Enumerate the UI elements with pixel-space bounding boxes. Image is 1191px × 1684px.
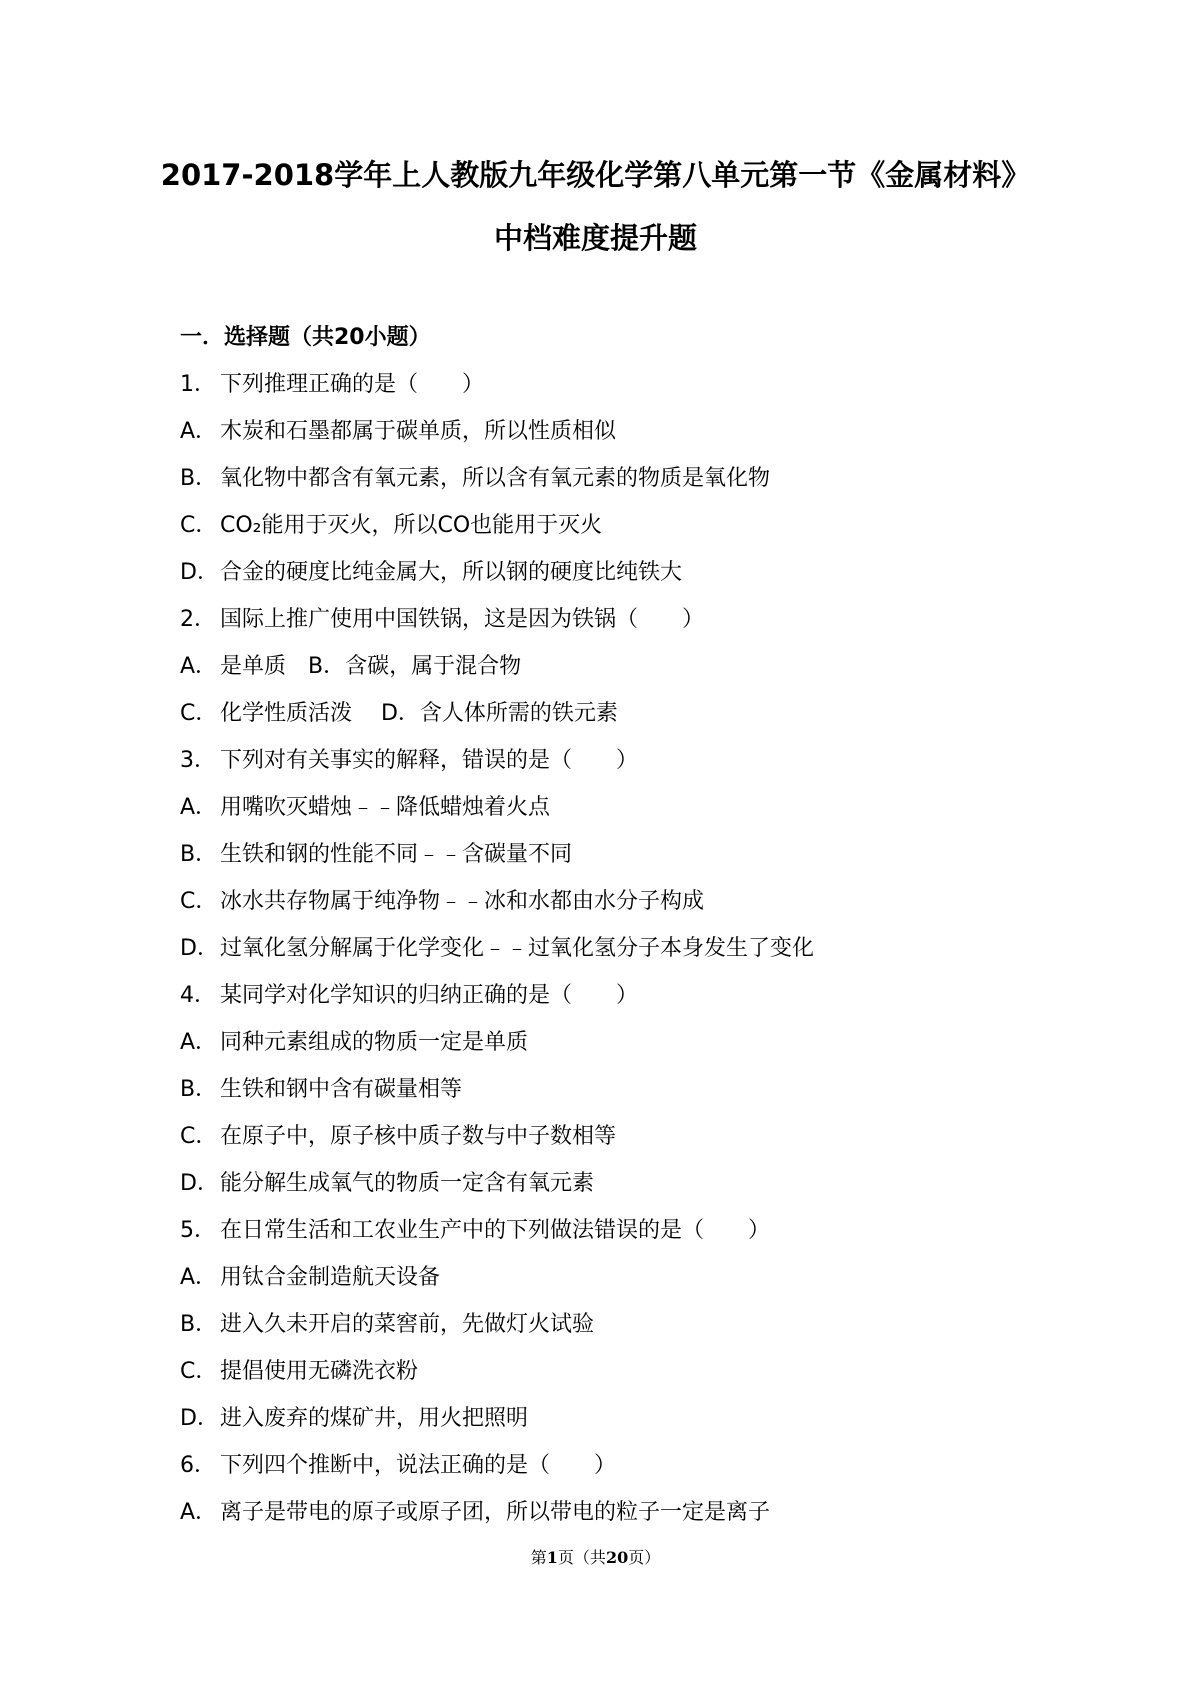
- line-text: 国际上推广使用中国铁锅，这是因为铁锅（ ）: [220, 607, 705, 632]
- line-text: 下列四个推断中，说法正确的是（ ）: [220, 1453, 617, 1478]
- line-text: 下列对有关事实的解释，错误的是（ ）: [220, 748, 639, 773]
- footer-page-number: 1: [546, 1548, 558, 1567]
- answer-option: [180, 417, 1080, 464]
- footer-suffix: 页）: [628, 1548, 661, 1567]
- line-label: D．: [180, 560, 219, 585]
- line-text: 在原子中，原子核中质子数与中子数相等: [220, 1124, 617, 1149]
- line-label: 1．: [180, 372, 216, 397]
- line-label: 3．: [180, 748, 216, 773]
- answer-option: [180, 699, 1080, 746]
- line-text: 氧化物中都含有氧元素，所以含有氧元素的物质是氧化物: [220, 466, 771, 491]
- answer-option: [180, 1357, 1080, 1404]
- answer-option: [180, 558, 1080, 605]
- footer-total-pages: 20: [605, 1548, 629, 1567]
- line-label: B．: [180, 1077, 218, 1102]
- answer-option: [180, 511, 1080, 558]
- footer-prefix: 第: [530, 1548, 547, 1567]
- question-stem: [180, 1216, 1080, 1263]
- answer-option: [180, 887, 1080, 934]
- line-label: 6．: [180, 1453, 216, 1478]
- line-label: D．: [180, 936, 219, 961]
- line-text: 某同学对化学知识的归纳正确的是（ ）: [220, 983, 639, 1008]
- line-text: 同种元素组成的物质一定是单质: [220, 1030, 529, 1055]
- line-text: 下列推理正确的是（ ）: [220, 372, 485, 397]
- line-label: 2．: [180, 607, 216, 632]
- line-label: D．: [180, 1406, 219, 1431]
- answer-option: [180, 793, 1080, 840]
- question-stem: [180, 981, 1080, 1028]
- line-text: 是单质 B．含碳，属于混合物: [220, 654, 522, 679]
- line-text: 生铁和钢中含有碳量相等: [220, 1077, 463, 1102]
- line-label: B．: [180, 1312, 218, 1337]
- line-text: 冰水共存物属于纯净物﹣﹣冰和水都由水分子构成: [220, 889, 705, 914]
- line-text: 进入废弃的煤矿井，用火把照明: [220, 1406, 529, 1431]
- line-label: C．: [180, 1124, 218, 1149]
- line-text: CO₂能用于灭火，所以CO也能用于灭火: [220, 513, 603, 538]
- line-text: 用钛合金制造航天设备: [220, 1265, 441, 1290]
- answer-option: [180, 464, 1080, 511]
- line-label: B．: [180, 466, 218, 491]
- answer-option: [180, 1169, 1080, 1216]
- question-stem: [180, 370, 1080, 417]
- answer-option: [180, 840, 1080, 887]
- line-label: C．: [180, 1359, 218, 1384]
- question-stem: [180, 605, 1080, 652]
- line-label: C．: [180, 701, 218, 726]
- line-text: 合金的硬度比纯金属大，所以钢的硬度比纯铁大: [220, 560, 683, 585]
- answer-option: [180, 1498, 1080, 1545]
- line-text: 木炭和石墨都属于碳单质，所以性质相似: [220, 419, 617, 444]
- answer-option: [180, 1122, 1080, 1169]
- line-label: D．: [180, 1171, 219, 1196]
- line-label: A．: [180, 654, 218, 679]
- line-label: C．: [180, 513, 218, 538]
- answer-option: [180, 1310, 1080, 1357]
- question-list: [180, 370, 1080, 1545]
- document-title-line-2: 中档难度提升题: [493, 221, 697, 255]
- line-text: 能分解生成氧气的物质一定含有氧元素: [220, 1171, 595, 1196]
- section-heading: 一．选择题（共20小题）: [180, 325, 431, 350]
- question-stem: [180, 1451, 1080, 1498]
- answer-option: [180, 934, 1080, 981]
- line-text: 离子是带电的原子或原子团，所以带电的粒子一定是离子: [220, 1500, 771, 1525]
- footer-middle: 页（共: [557, 1548, 606, 1567]
- page-footer: [0, 1547, 1191, 1569]
- line-label: C．: [180, 889, 218, 914]
- line-label: 5．: [180, 1218, 216, 1243]
- line-label: B．: [180, 842, 218, 867]
- line-text: 在日常生活和工农业生产中的下列做法错误的是（ ）: [220, 1218, 771, 1243]
- question-stem: [180, 746, 1080, 793]
- line-text: 进入久未开启的菜窖前，先做灯火试验: [220, 1312, 595, 1337]
- answer-option: [180, 1404, 1080, 1451]
- line-text: 化学性质活泼 D．含人体所需的铁元素: [220, 701, 618, 726]
- line-text: 提倡使用无磷洗衣粉: [220, 1359, 419, 1384]
- line-text: 用嘴吹灭蜡烛﹣﹣降低蜡烛着火点: [220, 795, 551, 820]
- line-label: A．: [180, 1265, 218, 1290]
- answer-option: [180, 652, 1080, 699]
- line-label: A．: [180, 1030, 218, 1055]
- answer-option: [180, 1075, 1080, 1122]
- line-text: 生铁和钢的性能不同﹣﹣含碳量不同: [220, 842, 573, 867]
- line-label: A．: [180, 795, 218, 820]
- line-text: 过氧化氢分解属于化学变化﹣﹣过氧化氢分子本身发生了变化: [220, 936, 815, 961]
- answer-option: [180, 1028, 1080, 1075]
- line-label: 4．: [180, 983, 216, 1008]
- line-label: A．: [180, 1500, 218, 1525]
- answer-option: [180, 1263, 1080, 1310]
- line-label: A．: [180, 419, 218, 444]
- document-title-line-1: 2017-2018学年上人教版九年级化学第八单元第一节《金属材料》: [160, 158, 1031, 192]
